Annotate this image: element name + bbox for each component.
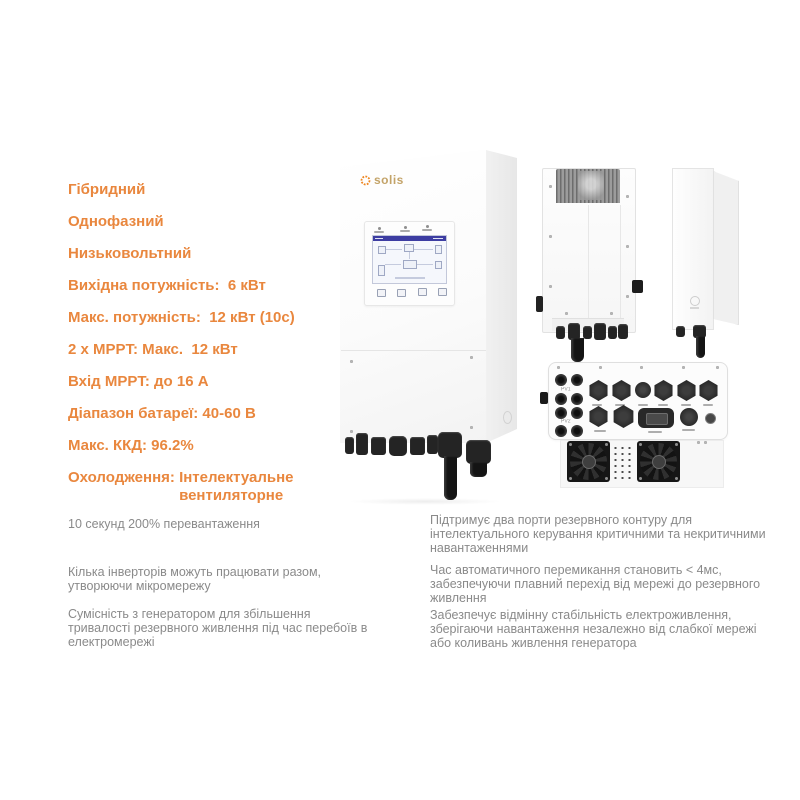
grid-tower-icon	[435, 245, 442, 254]
spec-line: Низьковольтний	[68, 245, 192, 262]
note-paragraph	[430, 608, 757, 650]
port-label-bar	[648, 431, 662, 433]
side-logo-icon	[690, 296, 700, 306]
port-label-bar	[681, 404, 691, 406]
port-label-bar	[638, 404, 648, 406]
note-line: інтелектуального керування критичними та некритичними	[430, 527, 766, 541]
indicator-label-bar	[422, 229, 432, 231]
note-line: або коливань живлення генератора	[430, 636, 637, 650]
note-paragraph	[68, 517, 260, 531]
pv-connector	[555, 407, 567, 419]
cable-gland	[371, 437, 386, 455]
pv-connector	[555, 374, 567, 386]
screw-icon	[640, 366, 643, 369]
cable-gland	[618, 324, 628, 339]
note-line: Сумісність з генератором для збільшення	[68, 607, 311, 621]
cable-gland	[676, 326, 685, 337]
spec-list	[68, 181, 368, 519]
screw-icon	[716, 366, 719, 369]
cable-gland-large	[438, 432, 462, 458]
cable-gland	[345, 437, 354, 454]
antenna-connector	[680, 408, 698, 426]
cable-gland	[410, 437, 425, 455]
indicator-label-bar	[374, 231, 384, 233]
screw-icon	[350, 360, 353, 363]
screw-icon	[470, 426, 473, 429]
pv2-label: PV2	[561, 419, 571, 425]
pv-connector	[555, 393, 567, 405]
screw-icon	[639, 477, 642, 480]
up-button-icon	[397, 289, 406, 297]
cable-gland-barrel	[696, 336, 705, 358]
note-line: живлення	[430, 591, 487, 605]
screw-icon	[675, 443, 678, 446]
flow-line	[409, 252, 410, 259]
screw-icon	[470, 356, 473, 359]
esc-button-icon	[377, 289, 386, 297]
spec-line: Макс. ККД: 96.2%	[68, 437, 194, 454]
note-line: Підтримує два порти резервного контуру для	[430, 513, 693, 527]
solis-logo	[359, 173, 404, 187]
screw-icon	[549, 185, 552, 188]
screw-icon	[599, 366, 602, 369]
note-paragraph	[68, 565, 321, 593]
spec-line-cooling	[68, 469, 368, 505]
port-label-bar	[682, 429, 695, 431]
com-port-inner	[646, 413, 668, 425]
cable-gland-barrel	[470, 462, 487, 477]
down-button-icon	[418, 288, 427, 296]
screw-icon	[569, 443, 572, 446]
note-paragraph	[68, 607, 367, 649]
spec-line: Однофазний	[68, 213, 164, 230]
note-line: навантаженнями	[430, 541, 529, 555]
cooling-label: Охолодження:	[68, 469, 180, 486]
back-seam	[620, 205, 621, 318]
cable-gland	[608, 326, 617, 339]
note-line: Забезпечує відмінну стабільність електроживлення,	[430, 608, 732, 622]
screen-footer-text-bar	[395, 277, 425, 279]
note-line: утворюючи мікромережу	[68, 579, 211, 593]
pv-connector	[571, 393, 583, 405]
screw-icon	[626, 295, 629, 298]
note-paragraph	[430, 563, 760, 605]
reset-button-icon	[705, 413, 716, 424]
screw-icon	[610, 312, 613, 315]
cable-gland	[583, 326, 592, 339]
screen-header-text-bar	[375, 238, 383, 239]
vent-holes	[612, 445, 634, 482]
screen-header-text-bar	[433, 238, 443, 239]
fan-hub	[582, 455, 596, 469]
screw-icon	[704, 441, 707, 444]
screw-icon	[697, 441, 700, 444]
logo-text: solis	[374, 173, 404, 187]
spec-line: Діапазон батареї: 40-60 В	[68, 405, 256, 422]
pv-panel-icon	[378, 246, 386, 254]
cable-gland-barrel	[571, 338, 584, 362]
side-clip	[632, 280, 643, 293]
indicator-led-icon	[404, 226, 407, 229]
spec-line: Гібридний	[68, 181, 146, 198]
pv-connector	[555, 425, 567, 437]
cooling-fan	[637, 441, 680, 482]
pv-connector	[571, 407, 583, 419]
side-badge-icon	[503, 411, 512, 424]
note-paragraph	[430, 513, 766, 555]
screw-icon	[549, 285, 552, 288]
inverter-node-icon	[403, 260, 417, 269]
screw-icon	[549, 235, 552, 238]
side-logo-text-bar	[690, 307, 699, 309]
pv-connector	[571, 425, 583, 437]
screw-icon	[557, 366, 560, 369]
spec-line: Вхід MPPT: до 16 А	[68, 373, 209, 390]
battery-icon	[378, 265, 385, 276]
port-label-bar	[594, 430, 606, 432]
flow-line	[414, 249, 433, 250]
flow-line	[385, 264, 401, 265]
spec-line: Вихідна потужність: 6 кВт	[68, 277, 266, 294]
note-line: Кілька інверторів можуть працювати разом,	[68, 565, 322, 579]
note-line: зберігаючи навантаження незалежно від слабкої мережі	[430, 622, 757, 636]
cable-gland	[427, 435, 438, 454]
cable-gland	[356, 433, 368, 455]
cooling-fan	[567, 441, 610, 482]
note-line: забезпечуючи плавний перехід від мережі до резервного	[430, 577, 761, 591]
load-icon	[435, 261, 442, 269]
inverter-front-side-face	[486, 150, 517, 443]
cable-gland	[389, 436, 407, 456]
screw-icon	[626, 245, 629, 248]
screw-icon	[565, 312, 568, 315]
note-line: 10 секунд 200% перевантаження	[68, 517, 260, 531]
cable-gland	[594, 323, 606, 340]
screw-icon	[350, 430, 353, 433]
pv1-label: PV1	[561, 387, 571, 393]
cooling-value: Інтелектуальне вентиляторне	[179, 469, 294, 504]
indicator-led-icon	[378, 227, 381, 230]
dc-switch-tab	[536, 296, 543, 312]
drop-shadow	[348, 498, 502, 505]
screw-icon	[675, 477, 678, 480]
enter-button-icon	[438, 288, 447, 296]
dc-switch-tab	[540, 392, 548, 404]
com-round-connector	[635, 382, 651, 398]
front-panel-seam	[341, 350, 486, 351]
port-label-bar	[703, 404, 713, 406]
indicator-led-icon	[426, 225, 429, 228]
heatsink-cutout	[578, 171, 604, 200]
flow-line	[417, 264, 433, 265]
spec-line: Макс. потужність: 12 кВт (10c)	[68, 309, 295, 326]
back-seam	[588, 205, 589, 318]
screw-icon	[682, 366, 685, 369]
sun-icon	[359, 174, 372, 187]
pv-connector	[571, 374, 583, 386]
port-label-bar	[592, 404, 602, 406]
spec-line: 2 x MPPT: Макс. 12 кВт	[68, 341, 238, 358]
screw-icon	[569, 477, 572, 480]
cable-gland-barrel	[444, 456, 457, 500]
cable-gland-large	[466, 440, 491, 464]
note-line: тривалості резервного живлення під час перебоїв в	[68, 621, 368, 635]
flow-line	[386, 249, 402, 250]
screw-icon	[605, 443, 608, 446]
note-line: електромережі	[68, 635, 155, 649]
fan-hub	[652, 455, 666, 469]
cable-gland	[556, 326, 565, 339]
screw-icon	[639, 443, 642, 446]
lcd-screen	[372, 235, 447, 284]
indicator-label-bar	[400, 230, 410, 232]
house-icon	[404, 244, 414, 252]
screw-icon	[605, 477, 608, 480]
mounting-bracket	[713, 171, 739, 325]
port-label-bar	[658, 404, 668, 406]
note-line: Час автоматичного перемикання становить < 4мс,	[430, 563, 722, 577]
screw-icon	[626, 195, 629, 198]
